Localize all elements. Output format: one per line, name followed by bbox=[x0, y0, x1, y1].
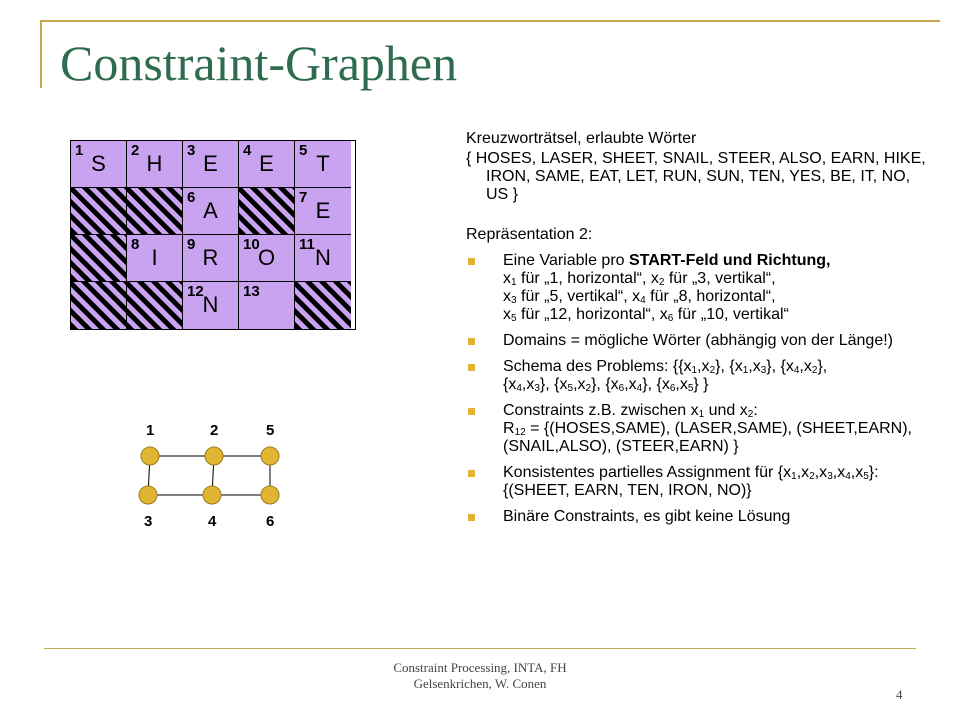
frame-horizontal-line bbox=[40, 20, 940, 22]
graph-node bbox=[261, 447, 279, 465]
cell-letter: I bbox=[151, 245, 158, 270]
crossword-cell bbox=[71, 282, 127, 329]
cell-letter: N bbox=[315, 245, 331, 270]
crossword-cell bbox=[239, 235, 295, 282]
crossword-cell bbox=[127, 188, 183, 235]
cell-number: 10 bbox=[243, 236, 260, 253]
crossword-cell bbox=[183, 141, 239, 188]
crossword-cell bbox=[71, 188, 127, 235]
graph-node-label: 6 bbox=[266, 513, 275, 530]
representation-heading: Repräsentation 2: bbox=[466, 226, 593, 243]
graph-node-label: 5 bbox=[266, 422, 275, 439]
frame-vertical-line bbox=[40, 20, 42, 88]
cell-number: 8 bbox=[131, 236, 140, 253]
bullet-variables: Eine Variable pro START-Feld und Richtung, $x_1$ für „1, horizontal“, $x_2$ für „3, vertikal“, $x_3$ für „5, vertikal“, $x_4$ für „8, horizontal“, $x_5$ für „12, horizontal“, $x_6$ für „10, vertikal“ bbox=[466, 252, 936, 324]
cell-letter: E bbox=[259, 151, 274, 176]
cell-number: 2 bbox=[131, 142, 140, 159]
cell-number: 3 bbox=[187, 142, 196, 159]
crossword-cell bbox=[183, 188, 239, 235]
bullet-schema: Schema des Problems: {$\{x_1,x_2\}$, $\{x_1,x_3\}$, $\{x_4,x_2\}$, $\{x_4,x_3\}$, $\{x_5,x_2\}$, $\{x_6,x_4\}$, $\{x_6,x_5\}$ } bbox=[466, 358, 936, 394]
cell-letter: T bbox=[316, 151, 330, 176]
constraint-graph bbox=[130, 410, 300, 540]
footer-line-1: Constraint Processing, INTA, FH bbox=[393, 660, 567, 675]
cell-number: 6 bbox=[187, 189, 196, 206]
crossword-cell bbox=[71, 235, 127, 282]
crossword-cell bbox=[127, 282, 183, 329]
crossword-cell bbox=[127, 141, 183, 188]
cell-letter: A bbox=[203, 198, 218, 223]
crossword-cell bbox=[295, 235, 351, 282]
graph-node-label: 1 bbox=[146, 422, 155, 439]
word-list: { HOSES, LASER, SHEET, SNAIL, STEER, ALSO, EARN, HIKE, IRON, SAME, EAT, LET, RUN, SUN, TEN, YES, BE, IT, NO, US } bbox=[466, 150, 926, 203]
graph-node bbox=[261, 486, 279, 504]
graph-node bbox=[203, 486, 221, 504]
cell-letter: E bbox=[203, 151, 218, 176]
footer-text bbox=[330, 660, 630, 692]
cell-number: 11 bbox=[299, 236, 315, 253]
cell-number: 5 bbox=[299, 142, 308, 159]
cell-number: 9 bbox=[187, 236, 196, 253]
cell-letter: H bbox=[146, 151, 163, 176]
cell-letter: E bbox=[315, 198, 331, 223]
footer-line bbox=[44, 648, 916, 649]
crossword-cell bbox=[295, 141, 351, 188]
cell-letter: N bbox=[202, 292, 219, 317]
content-heading: Kreuzworträtsel, erlaubte Wörter bbox=[466, 130, 697, 147]
cell-number: 7 bbox=[299, 189, 308, 206]
cell-letter: S bbox=[91, 151, 106, 176]
cell-number: 4 bbox=[243, 142, 252, 159]
crossword-cell bbox=[239, 141, 295, 188]
cell-letter: O bbox=[257, 245, 276, 270]
slide-content bbox=[466, 130, 936, 526]
crossword-cell bbox=[239, 282, 295, 329]
crossword-cell bbox=[71, 141, 127, 188]
crossword-cell bbox=[183, 282, 239, 329]
slide-title: Constraint-Graphen bbox=[60, 35, 458, 91]
graph-node-label: 3 bbox=[144, 513, 153, 530]
bullet-binary: Binäre Constraints, es gibt keine Lösung bbox=[466, 508, 936, 526]
page-number: 4 bbox=[896, 687, 903, 702]
crossword-cell bbox=[295, 282, 351, 329]
bullet-domains: Domains = mögliche Wörter (abhängig von der Länge!) bbox=[466, 332, 936, 350]
cell-number: 1 bbox=[75, 142, 84, 159]
graph-node-label: 4 bbox=[208, 513, 217, 530]
footer-line-2: Gelsenkrichen, W. Conen bbox=[413, 676, 547, 691]
crossword-cell bbox=[239, 188, 295, 235]
bullet-assignment: Konsistentes partielles Assignment für $\{x_1,x_2,x_3,x_4,x_5\}$: {(SHEET, EARN, TEN, IRON, NO)} bbox=[466, 464, 936, 500]
graph-node-label: 2 bbox=[210, 422, 219, 439]
crossword-cell bbox=[183, 235, 239, 282]
crossword-grid bbox=[70, 140, 356, 330]
graph-node bbox=[205, 447, 223, 465]
cell-number: 12 bbox=[187, 283, 204, 300]
crossword-cell bbox=[127, 235, 183, 282]
graph-node bbox=[139, 486, 157, 504]
bullet-list bbox=[466, 252, 936, 526]
cell-letter: R bbox=[202, 245, 219, 270]
graph-node bbox=[141, 447, 159, 465]
cell-number: 13 bbox=[243, 283, 260, 300]
crossword-cell bbox=[295, 188, 351, 235]
bullet-constraints: Constraints z.B. zwischen $x_1$ und $x_2$: $R_{12}$ = {(HOSES,SAME), (LASER,SAME), (SHEET,EARN), (SNAIL,ALSO), (STEER,EARN) } bbox=[466, 402, 936, 456]
